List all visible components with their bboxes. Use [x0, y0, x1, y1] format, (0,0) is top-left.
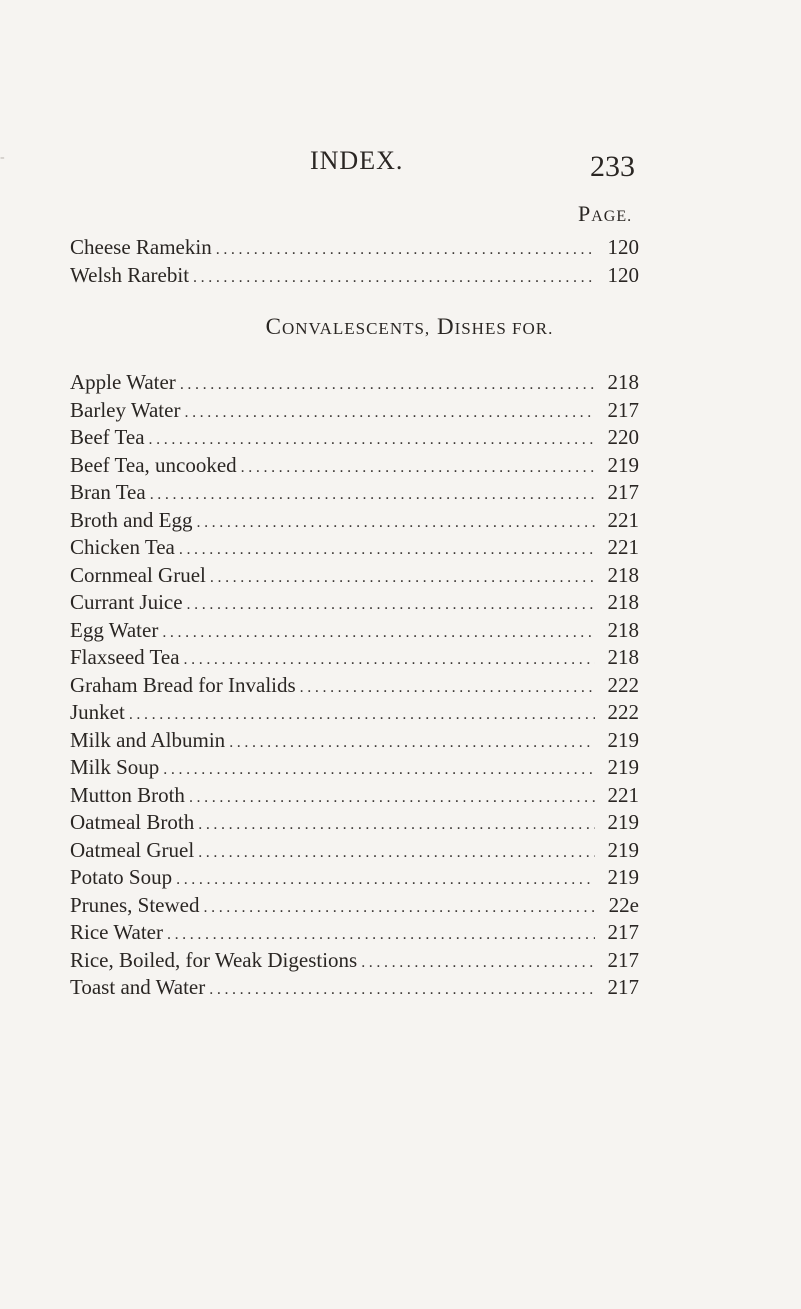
entry-page-number: 222 — [607, 700, 639, 724]
entry-page-number: 222 — [607, 672, 639, 697]
entry-name: Flaxseed Tea — [70, 645, 180, 669]
entry-name: Mutton Broth — [70, 782, 185, 807]
entry-page-number: 219 — [607, 727, 639, 752]
entry-page-number: 219 — [607, 452, 639, 477]
index-entry — [70, 425, 639, 453]
index-entry — [70, 453, 639, 481]
page-column-heading-initial: P — [578, 201, 592, 226]
scan-mark: - — [0, 150, 5, 165]
dot-leader — [216, 241, 595, 259]
index-entry — [70, 948, 639, 976]
index-entry — [70, 865, 639, 893]
index-entry — [70, 838, 639, 866]
index-entry — [70, 645, 639, 673]
dot-leader — [300, 679, 595, 697]
entry-page-number: 221 — [607, 535, 639, 559]
entry-page-number: 218 — [607, 370, 639, 394]
section-heading-rest-1: ONVALESCENTS, — [281, 319, 431, 338]
index-entry — [70, 480, 639, 508]
dot-leader — [198, 816, 595, 834]
entry-page-number: 221 — [607, 782, 639, 807]
page-number: 233 — [590, 150, 635, 183]
entry-page-number: 217 — [607, 480, 639, 504]
entry-name: Welsh Rarebit — [70, 262, 190, 287]
section-heading-rest-2: ISHES FOR. — [454, 319, 554, 338]
entry-name: Prunes, Stewed — [70, 892, 200, 917]
page-column-heading — [578, 201, 632, 227]
index-entry — [70, 728, 639, 756]
page-column-heading-rest: AGE. — [591, 208, 633, 225]
entry-page-number: 219 — [607, 837, 639, 862]
dot-leader — [176, 871, 595, 889]
dot-leader — [198, 844, 595, 862]
entry-name: Graham Bread for Invalids — [70, 672, 296, 697]
entry-name: Rice, Boiled, for Weak Digestions — [70, 947, 358, 972]
entry-page-number: 219 — [607, 755, 639, 779]
entry-page-number: 217 — [607, 947, 639, 972]
entry-page-number: 218 — [607, 590, 639, 614]
entry-page-number: 219 — [607, 865, 639, 889]
entry-page-number: 217 — [607, 397, 639, 422]
entry-name: Oatmeal Broth — [70, 810, 195, 834]
index-entry — [70, 810, 639, 838]
entry-name: Currant Juice — [70, 590, 183, 614]
index-entry — [70, 920, 639, 948]
entry-name: Potato Soup — [70, 865, 173, 889]
dot-leader — [204, 899, 596, 917]
index-entry — [70, 590, 639, 618]
entry-name: Chicken Tea — [70, 535, 175, 559]
entry-name: Cheese Ramekin — [70, 235, 212, 259]
entry-name: Beef Tea, uncooked — [70, 452, 237, 477]
dot-leader — [187, 596, 595, 614]
entry-name: Toast and Water — [70, 975, 206, 999]
dot-leader — [189, 789, 595, 807]
dot-leader — [129, 706, 595, 724]
entry-name: Milk and Albumin — [70, 727, 226, 752]
entry-name: Beef Tea — [70, 425, 145, 449]
index-entry — [70, 235, 639, 263]
entry-page-number: 219 — [607, 810, 639, 834]
dot-leader — [193, 269, 595, 287]
entry-name: Oatmeal Gruel — [70, 837, 195, 862]
dot-leader — [209, 981, 595, 999]
index-entry — [70, 700, 639, 728]
dot-leader — [241, 459, 595, 477]
dot-leader — [229, 734, 595, 752]
dot-leader — [196, 514, 595, 532]
index-entry — [70, 618, 639, 646]
entry-name: Cornmeal Gruel — [70, 562, 206, 587]
index-entry — [70, 893, 639, 921]
entry-page-number: 221 — [607, 507, 639, 532]
section-heading — [0, 314, 801, 340]
dot-leader — [167, 926, 595, 944]
dot-leader — [149, 431, 595, 449]
dot-leader — [210, 569, 595, 587]
page-header — [0, 146, 801, 186]
index-entry — [70, 398, 639, 426]
entry-name: Barley Water — [70, 397, 181, 422]
entry-name: Egg Water — [70, 617, 159, 642]
dot-leader — [179, 541, 595, 559]
index-entry — [70, 755, 639, 783]
index-entry — [70, 535, 639, 563]
entry-name: Broth and Egg — [70, 507, 193, 532]
entry-page-number: 218 — [607, 617, 639, 642]
entry-page-number: 220 — [607, 425, 639, 449]
entry-page-number: 218 — [607, 562, 639, 587]
index-entry — [70, 673, 639, 701]
index-entry — [70, 563, 639, 591]
index-entry — [70, 783, 639, 811]
entry-name: Bran Tea — [70, 480, 146, 504]
index-entry — [70, 975, 639, 1003]
dot-leader — [150, 486, 595, 504]
index-entries-group-2 — [70, 370, 639, 1003]
index-entry — [70, 263, 639, 291]
dot-leader — [180, 376, 595, 394]
entry-name: Milk Soup — [70, 755, 160, 779]
section-heading-initial-1: C — [265, 314, 282, 339]
entry-name: Apple Water — [70, 370, 176, 394]
entry-page-number: 120 — [607, 262, 639, 287]
dot-leader — [184, 404, 595, 422]
entry-page-number: 218 — [607, 645, 639, 669]
index-entry — [70, 370, 639, 398]
entry-page-number: 120 — [607, 235, 639, 259]
dot-leader — [361, 954, 595, 972]
dot-leader — [163, 761, 595, 779]
section-heading-initial-2: D — [436, 314, 455, 339]
index-entry — [70, 508, 639, 536]
entry-page-number: 22e — [608, 892, 639, 917]
entry-page-number: 217 — [607, 920, 639, 944]
dot-leader — [162, 624, 595, 642]
running-title: INDEX. — [310, 146, 404, 175]
entry-name: Rice Water — [70, 920, 163, 944]
index-entries-group-1 — [70, 235, 639, 290]
entry-name: Junket — [70, 700, 125, 724]
dot-leader — [184, 651, 595, 669]
entry-page-number: 217 — [607, 975, 639, 999]
